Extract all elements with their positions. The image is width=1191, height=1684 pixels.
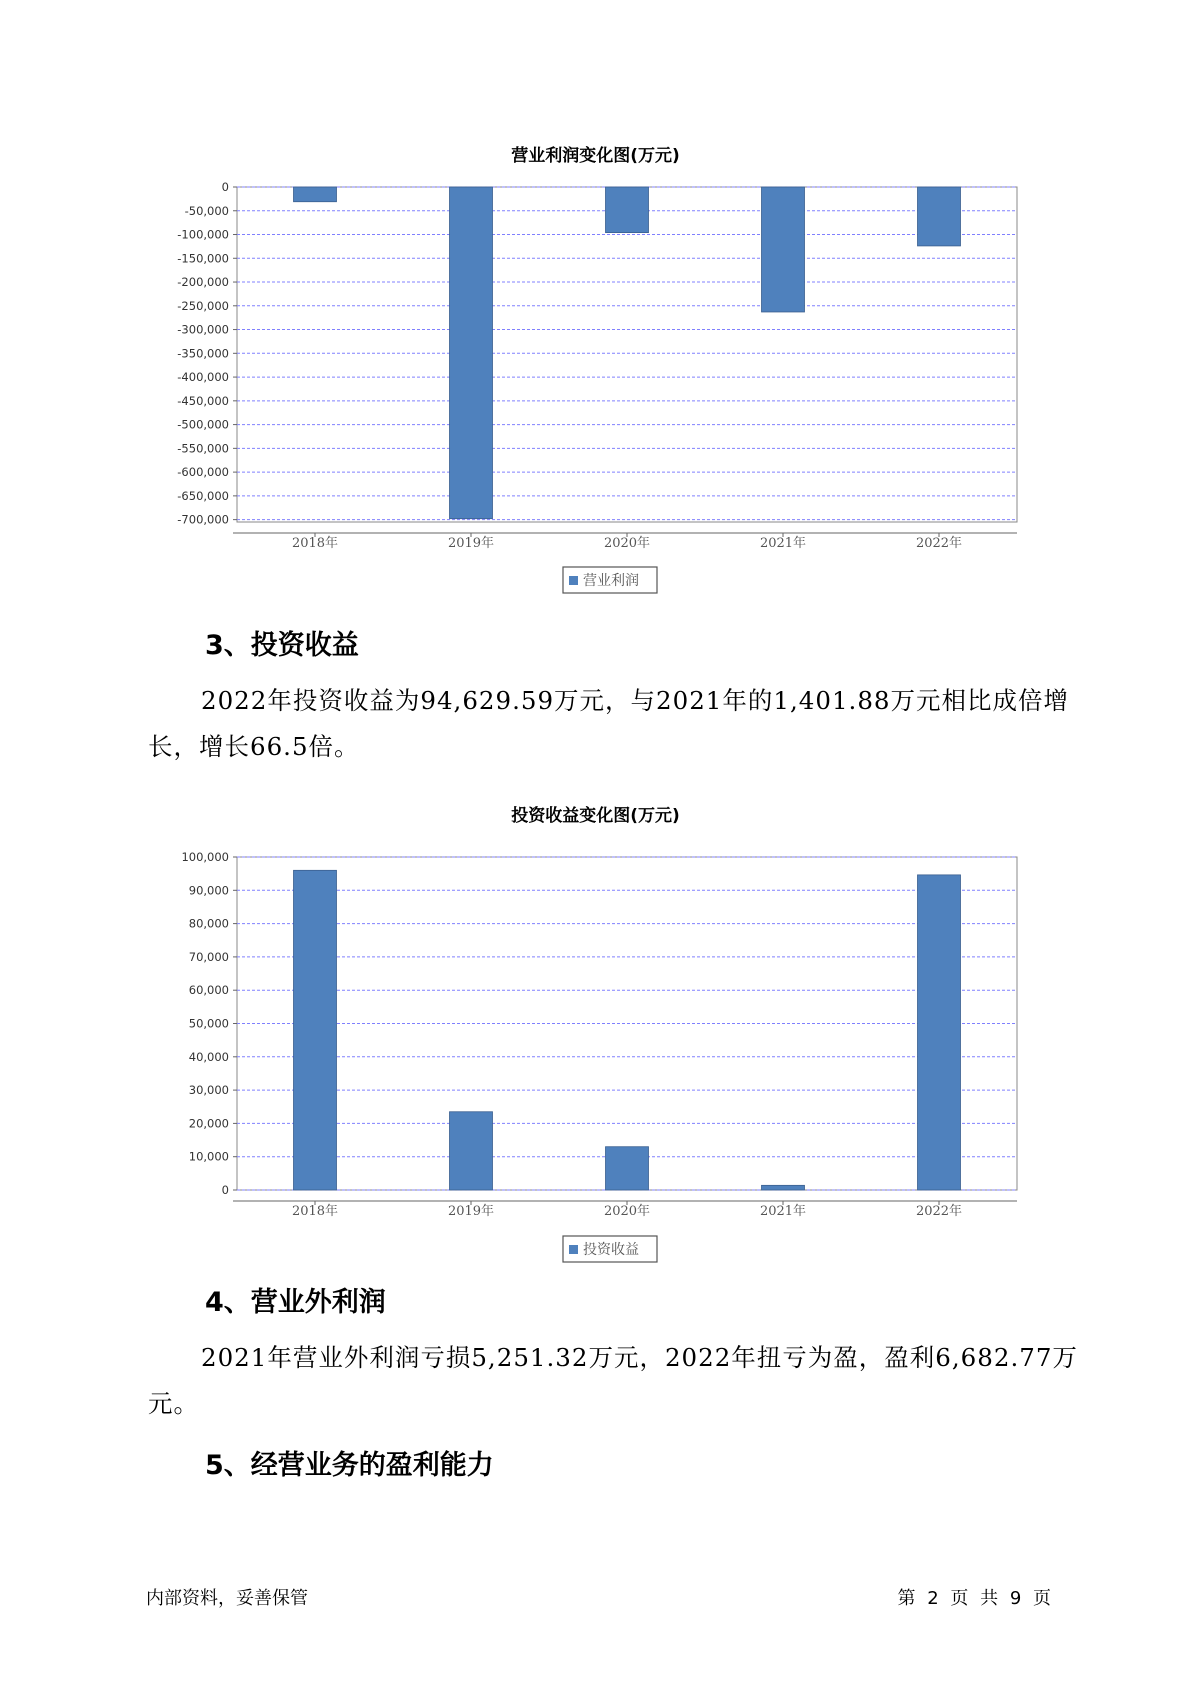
y-tick-label: -500,000 (177, 417, 229, 432)
y-tick-label: -400,000 (177, 370, 229, 385)
x-tick-label: 2021年 (759, 1204, 807, 1219)
y-tick-label: -600,000 (177, 465, 229, 480)
legend-swatch (569, 1245, 578, 1254)
bar-2020年 (606, 1147, 649, 1190)
y-tick-label: -50,000 (184, 203, 229, 218)
y-tick-label: 20,000 (188, 1116, 229, 1131)
bar-2020年 (606, 187, 649, 233)
paragraph-investment-income: 2022年投资收益为94,629.59万元，与2021年的1,401.88万元相比成倍增长，增长66.5倍。 (148, 686, 1069, 761)
bar-2022年 (918, 875, 961, 1190)
paragraph-non-operating-profit: 2021年营业外利润亏损5,251.32万元，2022年扭亏为盈，盈利6,682.77万元。 (148, 1343, 1078, 1418)
y-tick-label: -450,000 (177, 393, 229, 408)
y-tick-label: -700,000 (177, 512, 229, 527)
bar-2018年 (294, 870, 337, 1190)
x-tick-label: 2020年 (603, 1204, 651, 1219)
y-tick-label: 10,000 (188, 1149, 229, 1164)
y-tick-label: -650,000 (177, 488, 229, 503)
legend-label: 投资收益 (583, 1242, 639, 1258)
footer-confidential-note: 内部资料，妥善保管 (146, 1588, 308, 1609)
bar-2021年 (762, 187, 805, 312)
bar-2022年 (918, 187, 961, 246)
x-tick-label: 2021年 (759, 536, 807, 551)
y-tick-label: -200,000 (177, 275, 229, 290)
y-tick-label: -100,000 (177, 227, 229, 242)
x-tick-label: 2019年 (447, 536, 495, 551)
x-tick-label: 2020年 (603, 536, 651, 551)
y-tick-label: 30,000 (188, 1083, 229, 1098)
bar-2019年 (450, 187, 493, 519)
x-tick-label: 2019年 (447, 1204, 495, 1219)
y-tick-label: -350,000 (177, 346, 229, 361)
footer-page-number: 第 2 页 共 9 页 (897, 1588, 1051, 1609)
y-tick-label: 90,000 (188, 883, 229, 898)
x-tick-label: 2018年 (291, 536, 339, 551)
bar-2018年 (294, 187, 337, 202)
legend-swatch (569, 576, 578, 585)
bar-2021年 (762, 1185, 805, 1190)
y-tick-label: 100,000 (181, 850, 229, 864)
y-tick-label: 0 (221, 180, 229, 194)
y-tick-label: 60,000 (188, 983, 229, 998)
chart-title-operating-profit: 营业利润变化图(万元) (511, 146, 680, 166)
chart-title-investment-income: 投资收益变化图(万元) (511, 806, 680, 826)
y-tick-label: 80,000 (188, 916, 229, 931)
y-tick-label: -250,000 (177, 298, 229, 313)
heading-non-operating-profit: 4、营业外利润 (205, 1287, 386, 1318)
x-tick-label: 2018年 (291, 1204, 339, 1219)
heading-business-profitability: 5、经营业务的盈利能力 (205, 1450, 494, 1481)
y-tick-label: 0 (221, 1183, 229, 1197)
legend-label: 营业利润 (583, 573, 639, 589)
y-tick-label: 50,000 (188, 1016, 229, 1031)
y-tick-label: -300,000 (177, 322, 229, 337)
heading-investment-income: 3、投资收益 (205, 630, 359, 661)
x-tick-label: 2022年 (915, 1204, 963, 1219)
y-tick-label: -550,000 (177, 441, 229, 456)
y-tick-label: -150,000 (177, 251, 229, 266)
bar-2019年 (450, 1112, 493, 1190)
x-tick-label: 2022年 (915, 536, 963, 551)
y-tick-label: 70,000 (188, 949, 229, 964)
y-tick-label: 40,000 (188, 1049, 229, 1064)
